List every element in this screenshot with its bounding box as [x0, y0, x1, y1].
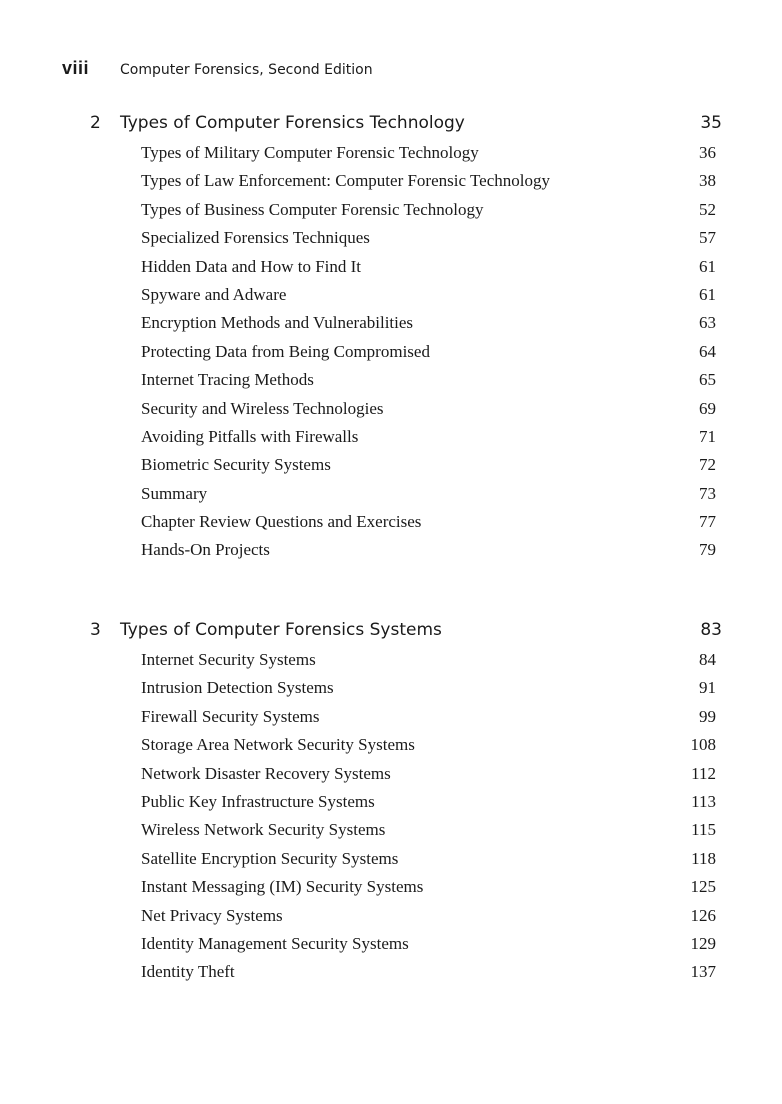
toc-entry-title: Types of Military Computer Forensic Technology	[141, 143, 479, 162]
chapter-number: 3	[90, 620, 101, 640]
chapter-number: 2	[90, 113, 101, 133]
toc-entry-page-number: 99	[699, 706, 716, 726]
toc-entry[interactable]	[90, 650, 722, 678]
chapter-heading[interactable]	[90, 113, 722, 143]
toc-entry-page-number: 69	[699, 398, 716, 418]
toc-entry-page-number: 63	[699, 313, 716, 333]
toc-entry[interactable]	[90, 484, 722, 512]
toc-entry[interactable]	[90, 820, 722, 848]
toc-entry[interactable]	[90, 735, 722, 763]
toc-entry[interactable]	[90, 934, 722, 962]
toc-entry[interactable]	[90, 285, 722, 313]
toc-entry-page-number: 61	[699, 256, 716, 276]
chapter-3	[90, 620, 722, 991]
toc-entry-title: Hidden Data and How to Find It	[141, 256, 362, 276]
toc-entry-title: Spyware and Adware	[141, 284, 287, 304]
chapter-page-number: 35	[700, 113, 722, 133]
toc-entry-title: Network Disaster Recovery Systems	[141, 763, 391, 783]
toc-entry-title: Encryption Methods and Vulnerabilities	[141, 313, 414, 333]
toc-entry-title: Chapter Review Questions and Exercises	[141, 512, 422, 532]
toc-entry[interactable]	[90, 906, 722, 934]
chapter-heading[interactable]	[90, 620, 722, 650]
toc-entry-page-number: 61	[699, 284, 716, 304]
toc-entry-page-number: 125	[690, 877, 716, 897]
toc-entry-title: Internet Security Systems	[141, 650, 316, 669]
chapter-2	[90, 113, 722, 569]
toc-entry-title: Hands-On Projects	[141, 540, 270, 560]
toc-entry-page-number: 115	[691, 820, 716, 840]
toc-entry[interactable]	[90, 200, 722, 228]
toc-entry[interactable]	[90, 313, 722, 341]
toc-entry[interactable]	[90, 792, 722, 820]
toc-entry-title: Security and Wireless Technologies	[141, 398, 384, 418]
toc-entry[interactable]	[90, 455, 722, 483]
toc-entry-title: Satellite Encryption Security Systems	[141, 848, 399, 868]
page-folio: viii	[62, 58, 90, 78]
toc-entry-title: Summary	[141, 483, 208, 503]
toc-entry-page-number: 36	[699, 143, 716, 162]
toc-entry-title: Net Privacy Systems	[141, 905, 283, 925]
toc-entry-title: Storage Area Network Security Systems	[141, 735, 415, 755]
toc-entry-page-number: 57	[699, 228, 716, 248]
toc-entry-page-number: 84	[699, 650, 716, 669]
toc-entry-title: Avoiding Pitfalls with Firewalls	[141, 426, 359, 446]
toc-entry[interactable]	[90, 707, 722, 735]
toc-entry[interactable]	[90, 342, 722, 370]
toc-entry[interactable]	[90, 399, 722, 427]
toc-entry[interactable]	[90, 678, 722, 706]
toc-entry-page-number: 38	[699, 171, 716, 191]
toc-entry[interactable]	[90, 171, 722, 199]
toc-entry-page-number: 79	[699, 540, 716, 560]
toc-entry-title: Intrusion Detection Systems	[141, 678, 334, 698]
toc-entry-title: Internet Tracing Methods	[141, 370, 314, 390]
toc-entry-title: Types of Business Computer Forensic Technology	[141, 199, 484, 219]
toc-entry-page-number: 64	[699, 341, 716, 361]
toc-entry-title: Identity Theft	[141, 962, 235, 982]
toc-entry[interactable]	[90, 427, 722, 455]
toc-entry-page-number: 126	[690, 905, 716, 925]
toc-entry-title: Biometric Security Systems	[141, 455, 331, 475]
chapter-title: Types of Computer Forensics Systems	[120, 620, 442, 640]
toc-entry-title: Specialized Forensics Techniques	[141, 228, 370, 248]
toc-entry-title: Firewall Security Systems	[141, 706, 320, 726]
toc-entry-title: Identity Management Security Systems	[141, 933, 409, 953]
toc-entry-title: Public Key Infrastructure Systems	[141, 791, 375, 811]
toc-entry[interactable]	[90, 540, 722, 568]
toc-entry[interactable]	[90, 143, 722, 171]
toc-entry-page-number: 137	[690, 962, 716, 982]
toc-entry[interactable]	[90, 962, 722, 990]
toc-entry-page-number: 129	[690, 933, 716, 953]
toc-entry[interactable]	[90, 877, 722, 905]
toc-entry-page-number: 91	[699, 678, 716, 698]
toc-entry-list	[90, 650, 722, 991]
toc-entry-page-number: 113	[691, 791, 716, 811]
toc-entry-title: Protecting Data from Being Compromised	[141, 341, 430, 361]
toc-entry-title: Wireless Network Security Systems	[141, 820, 386, 840]
toc-entry-title: Instant Messaging (IM) Security Systems	[141, 877, 424, 897]
toc-entry-page-number: 77	[699, 512, 716, 532]
toc-entry-page-number: 52	[699, 199, 716, 219]
toc-entry-page-number: 72	[699, 455, 716, 475]
running-head	[62, 58, 373, 79]
toc-entry-list	[90, 143, 722, 569]
toc-entry[interactable]	[90, 849, 722, 877]
toc-entry-page-number: 108	[690, 735, 716, 755]
toc-entry-page-number: 71	[699, 426, 716, 446]
toc-entry-page-number: 73	[699, 483, 716, 503]
toc-entry[interactable]	[90, 228, 722, 256]
book-title: Computer Forensics, Second Edition	[120, 62, 373, 78]
toc-entry-page-number: 65	[699, 370, 716, 390]
toc-entry[interactable]	[90, 257, 722, 285]
toc-entry-page-number: 118	[691, 848, 716, 868]
toc-entry[interactable]	[90, 370, 722, 398]
chapter-page-number: 83	[700, 620, 722, 640]
toc-entry-title: Types of Law Enforcement: Computer Forensic Technology	[141, 171, 550, 191]
toc-entry[interactable]	[90, 512, 722, 540]
toc-entry-page-number: 112	[691, 763, 716, 783]
toc-entry[interactable]	[90, 764, 722, 792]
chapter-title: Types of Computer Forensics Technology	[120, 113, 465, 133]
